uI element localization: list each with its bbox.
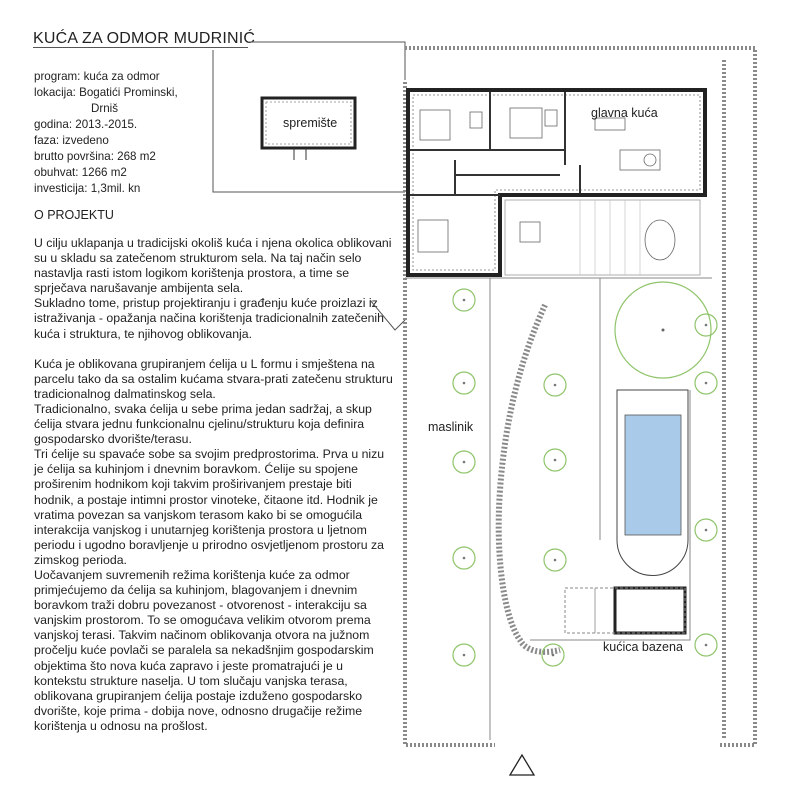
about-heading: O PROJEKTU <box>34 208 114 222</box>
page-title: KUĆA ZA ODMOR MUDRINIĆ <box>33 30 256 47</box>
pool-house-building <box>565 588 685 633</box>
about-paragraph: Tradicionalno, svaka ćelija u sebe prima jedan sadržaj, a skup ćelija stvara jednu funkcionalnu cjelinu/strukturu koja definira gospodarsko dvorište/terasu. <box>34 401 372 447</box>
about-paragraph: Uočavanjem suvremenih režima korištenja kuće za odmor primjećujemo da ćelija sa kuhinjom, blagovanjem i dnevnim boravkom traži dobru povezanost - otvorenost - interakciju sa vanjskim prostorom. To se omogućava velikim otvorom prema vanjskoj terasi. Takvim načinom oblikovanja otvora na južnom pročelju kuće povlači se paralela sa nekadšnjim gospodarskim objektima što nova kuća zapravo i jeste promatrajući je u kontekstu strukture naselja. U tom slučaju vanjska terasa, oblikovana grupiranjem ćelija postaje izduženo gospodarsko dvorište, koje prima - dobija nove, odnosno drugačije režime korištenja u odnosu na prošlost. <box>34 567 374 733</box>
info-location: lokacija: Bogatići Prominski, <box>34 86 178 99</box>
info-investment: investicija: 1,3mil. kn <box>34 182 141 195</box>
info-program: program: kuća za odmor <box>34 70 160 83</box>
info-location-town: Drniš <box>91 102 119 115</box>
about-paragraph: Kuća je oblikovana grupiranjem ćelija u L formu i smještena na parcelu tako da sa ostalim kućama stvara-prati zatečenu strukturu tradicionalnog dalmatinskog sela. <box>34 356 393 401</box>
info-year: godina: 2013.-2015. <box>34 118 138 131</box>
label-olive-grove: maslinik <box>428 420 474 434</box>
about-paragraph: Sukladno tome, pristup projektiranju i građenju kuće proizlazi iz istraživanja - opažanja načina korištenja tradicionalnih zatečenih kuća i struktura, te njihovog oblikovanja. <box>34 296 384 341</box>
label-pool-house: kućica bazena <box>603 640 683 654</box>
label-main-house: glavna kuća <box>591 106 658 120</box>
about-paragraph: U cilju uklapanja u tradicijski okoliš kuća i njena okolica oblikovani su u skladu sa zatečenom strukturom sela. Na taj način selo nastavlja rasti istom logikom korištenja prostora, a time se sprječava narušavanje ambijenta sela. <box>34 236 392 296</box>
leader-lines <box>213 42 405 330</box>
info-plot-area: obuhvat: 1266 m2 <box>34 166 127 179</box>
main-house <box>408 90 705 275</box>
swimming-pool <box>617 390 688 576</box>
about-paragraph: Tri ćelije su spavaće sobe sa svojim predprostorima. Prva u nizu je ćelija sa kuhinjom i dnevnim boravkom. Ćelije su spojene proširenim hodnikom koji takvim proširivanjem prestaje biti hodnik, a postaje intimni prostor vinoteke, čitaone itd. Hodnik je vratima povezan sa vanjskom terasom kako bi se omogućila interakcija vanjskog i unutarnjeg korištenja prostora u ljetnom periodu i ugodno boravljenje u prirodno osvjetljenom prostoru za zimskog perioda. <box>34 447 385 567</box>
curved-stone-wall <box>499 305 560 652</box>
info-gross-area: brutto površina: 268 m2 <box>34 150 156 163</box>
label-storage: spremište <box>283 116 338 130</box>
north-arrow-icon <box>510 755 534 775</box>
info-phase: faza: izvedeno <box>34 134 109 147</box>
